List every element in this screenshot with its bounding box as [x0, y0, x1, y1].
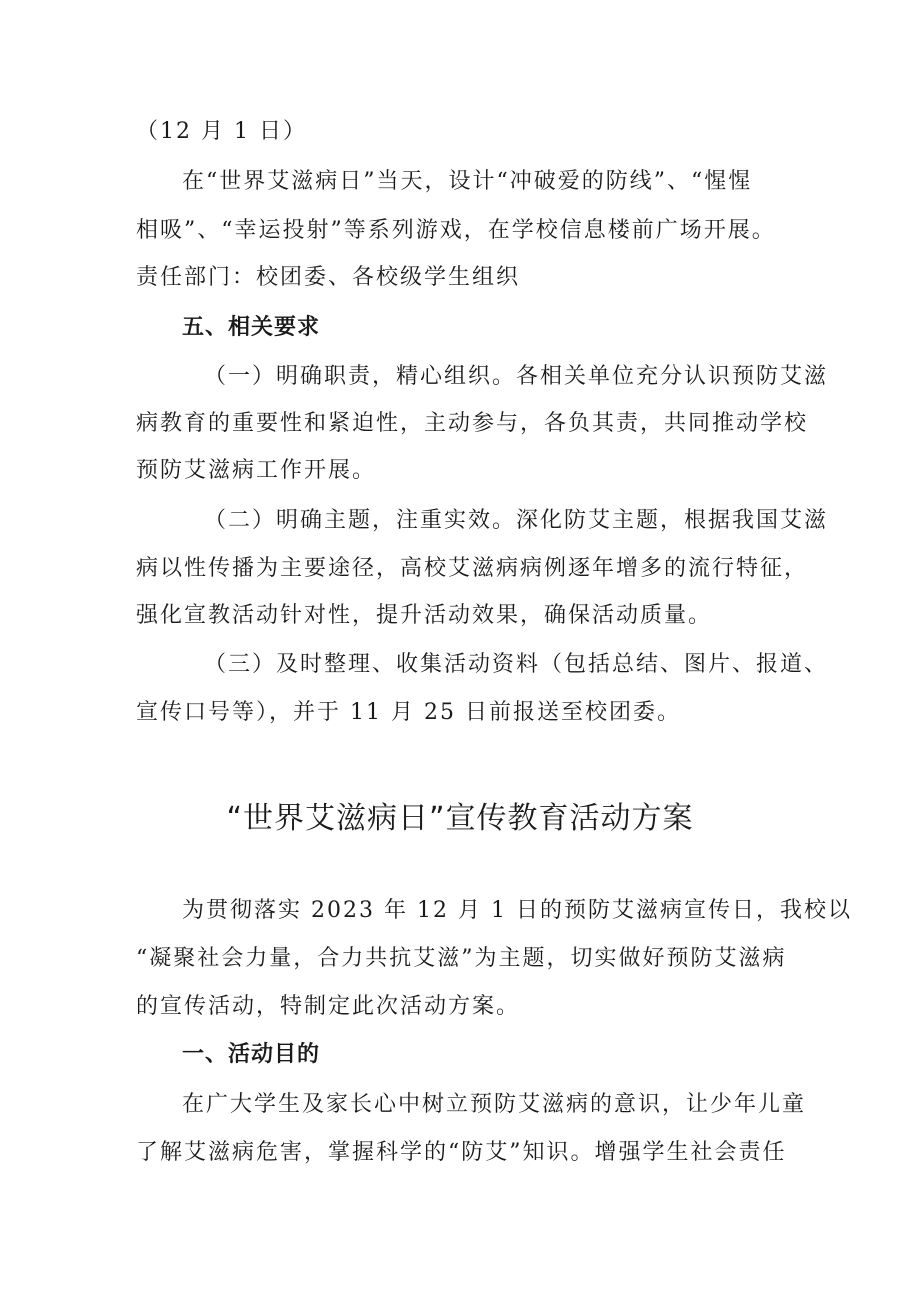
requirement-1-line-1: （一）明确职责，精心组织。各相关单位充分认识预防艾滋	[204, 364, 829, 389]
date-line: （12 月 1 日）	[136, 119, 307, 144]
section-heading-requirements: 五、相关要求	[182, 315, 321, 340]
requirement-2-line-3: 强化宣教活动针对性，提升活动效果，确保活动质量。	[136, 603, 713, 628]
requirement-2-line-1: （二）明确主题，注重实效。深化防艾主题，根据我国艾滋	[204, 508, 829, 533]
purpose-line-1: 在广大学生及家长心中树立预防艾滋病的意识，让少年儿童	[182, 1092, 807, 1117]
requirement-1-line-2: 病教育的重要性和紧迫性，主动参与，各负其责，共同推动学校	[136, 411, 809, 436]
activity-paragraph-line-2: 相吸”、“幸运投射”等系列游戏，在学校信息楼前广场开展。	[136, 218, 776, 243]
requirement-3-line-1: （三）及时整理、收集活动资料（包括总结、图片、报道、	[204, 652, 829, 677]
responsible-dept-line: 责任部门：校团委、各校级学生组织	[136, 265, 521, 290]
requirement-3-line-2: 宣传口号等），并于 11 月 25 日前报送至校团委。	[136, 700, 681, 725]
intro-line-1: 为贯彻落实 2023 年 12 月 1 日的预防艾滋病宣传日，我校以	[182, 898, 852, 923]
purpose-line-2: 了解艾滋病危害，掌握科学的“防艾”知识。增强学生社会责任	[136, 1140, 787, 1165]
activity-paragraph-line-1: 在“世界艾滋病日”当天，设计“冲破爱的防线”、“惺惺	[182, 169, 753, 194]
intro-line-2: “凝聚社会力量，合力共抗艾滋”为主题，切实做好预防艾滋病	[136, 946, 787, 971]
requirement-1-line-3: 预防艾滋病工作开展。	[136, 458, 377, 483]
section-heading-purpose: 一、活动目的	[182, 1042, 321, 1067]
requirement-2-line-2: 病以性传播为主要途径，高校艾滋病病例逐年增多的流行特征，	[136, 556, 809, 581]
intro-line-3: 的宣传活动，特制定此次活动方案。	[136, 994, 521, 1019]
document-title: “世界艾滋病日”宣传教育活动方案	[226, 801, 694, 836]
